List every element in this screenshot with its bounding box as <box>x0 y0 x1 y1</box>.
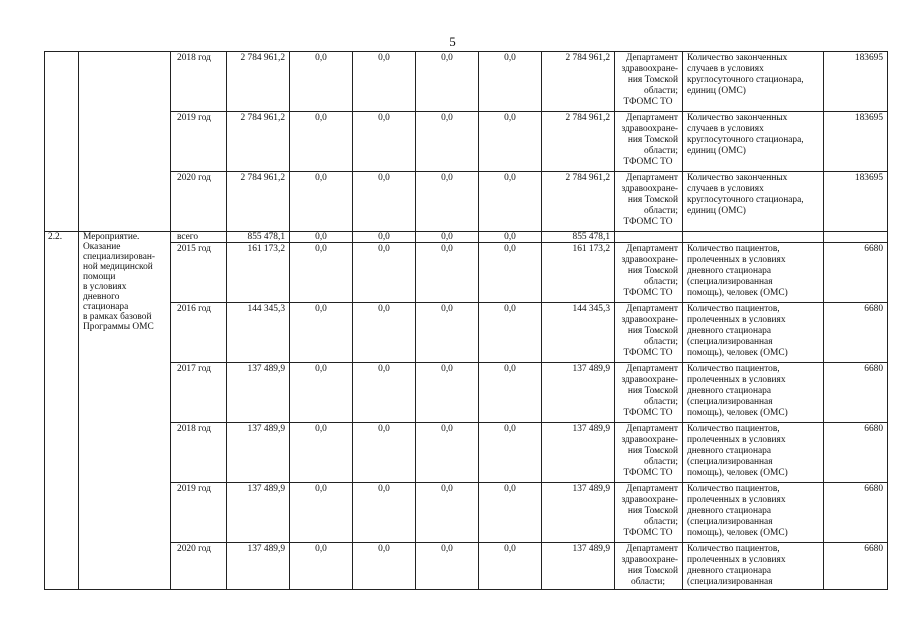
dept-cell-line: области; <box>631 577 665 587</box>
dept-cell-line: области; <box>644 206 678 216</box>
indicator-cell <box>683 52 824 112</box>
dept-cell-line: ния Томской <box>627 195 678 205</box>
source-total-cell: 855 478,1 <box>542 232 615 243</box>
dept-cell <box>615 52 683 112</box>
dept-cell-line: Департамент <box>626 304 678 314</box>
section-number: 2.2. <box>45 232 79 590</box>
dept-cell <box>615 112 683 172</box>
value-cell: 0,0 <box>479 483 542 543</box>
value-cell: 0,0 <box>479 423 542 483</box>
indicator-cell <box>683 543 824 590</box>
value-cell: 0,0 <box>353 112 416 172</box>
value-cell: 0,0 <box>290 172 353 232</box>
dept-cell-line: ТФОМС ТО <box>623 97 673 107</box>
value-cell: 0,0 <box>353 423 416 483</box>
value-cell: 0,0 <box>290 363 353 423</box>
dept-cell-line: Департамент <box>626 244 678 254</box>
value-cell: 0,0 <box>479 543 542 590</box>
total-cell: 137 489,9 <box>227 543 290 590</box>
total-cell: 2 784 961,2 <box>227 112 290 172</box>
table-row <box>45 243 888 303</box>
dept-cell-line: ния Томской <box>627 566 678 576</box>
value-cell: 0,0 <box>416 232 479 243</box>
indicator-cell-line: пролеченных в условиях <box>687 555 786 565</box>
value-cell: 0,0 <box>290 423 353 483</box>
value-cell: 0,0 <box>479 363 542 423</box>
dept-cell <box>615 483 683 543</box>
section-name-line: Оказание <box>83 242 121 252</box>
target-cell: 183695 <box>824 112 888 172</box>
dept-cell-line: Департамент <box>626 53 678 63</box>
source-total-cell: 144 345,3 <box>542 303 615 363</box>
dept-cell-line: здравоохране- <box>621 315 678 325</box>
indicator-cell-line: Количество пациентов, <box>687 304 780 314</box>
indicator-cell <box>683 483 824 543</box>
indicator-cell-line: случаев в условиях <box>687 184 764 194</box>
indicator-cell <box>683 243 824 303</box>
dept-cell-line: Департамент <box>626 113 678 123</box>
indicator-cell-line: пролеченных в условиях <box>687 315 786 325</box>
section-name-line: специализирован- <box>83 252 156 262</box>
indicator-cell <box>683 423 824 483</box>
dept-cell-line: области; <box>644 337 678 347</box>
year-cell: 2020 год <box>171 172 227 232</box>
dept-cell-line: Департамент <box>626 484 678 494</box>
dept-cell <box>615 543 683 590</box>
indicator-cell-line: помощь), человек (ОМС) <box>687 528 788 538</box>
value-cell: 0,0 <box>290 483 353 543</box>
source-total-cell: 137 489,9 <box>542 423 615 483</box>
indicator-cell-line: помощь), человек (ОМС) <box>687 408 788 418</box>
year-cell: всего <box>171 232 227 243</box>
value-cell: 0,0 <box>479 303 542 363</box>
dept-cell-line: здравоохране- <box>621 435 678 445</box>
dept-cell-line: ТФОМС ТО <box>623 217 673 227</box>
source-total-cell: 137 489,9 <box>542 363 615 423</box>
indicator-cell-line: Количество законченных <box>687 173 788 183</box>
value-cell: 0,0 <box>479 112 542 172</box>
dept-cell-line: здравоохране- <box>621 375 678 385</box>
year-cell: 2015 год <box>171 243 227 303</box>
dept-cell <box>615 423 683 483</box>
total-cell: 144 345,3 <box>227 303 290 363</box>
dept-cell-line: ТФОМС ТО <box>623 408 673 418</box>
dept-cell-line: области; <box>644 277 678 287</box>
dept-cell-line: ТФОМС ТО <box>623 468 673 478</box>
year-cell: 2019 год <box>171 112 227 172</box>
indicator-cell-line: круглосуточного стационара, <box>687 75 804 85</box>
value-cell: 0,0 <box>416 52 479 112</box>
section-name-line: в рамках базовой <box>83 312 152 322</box>
dept-cell-line: здравоохране- <box>621 64 678 74</box>
value-cell: 0,0 <box>479 232 542 243</box>
dept-cell-line: ния Томской <box>627 386 678 396</box>
total-cell: 161 173,2 <box>227 243 290 303</box>
indicator-cell-line: помощь), человек (ОМС) <box>687 288 788 298</box>
indicator-cell-line: (специализированная <box>687 577 773 587</box>
indicator-cell-line: пролеченных в условиях <box>687 255 786 265</box>
indicator-cell-line: дневного стационара <box>687 566 772 576</box>
indicator-cell-line: (специализированная <box>687 337 773 347</box>
dept-cell-line: области; <box>644 457 678 467</box>
indicator-cell-line: помощь), человек (ОМС) <box>687 348 788 358</box>
table-row <box>45 52 888 112</box>
dept-cell <box>615 243 683 303</box>
dept-cell-line: ТФОМС ТО <box>623 348 673 358</box>
indicator-cell-line: единиц (ОМС) <box>687 86 746 96</box>
table-row-total <box>45 232 888 243</box>
indicator-cell-line: дневного стационара <box>687 386 772 396</box>
dept-cell-line: области; <box>644 146 678 156</box>
source-total-cell: 137 489,9 <box>542 483 615 543</box>
value-cell: 0,0 <box>416 423 479 483</box>
dept-cell-line: Департамент <box>626 424 678 434</box>
indicator-cell-line: круглосуточного стационара, <box>687 195 804 205</box>
year-cell: 2018 год <box>171 52 227 112</box>
budget-table <box>44 51 888 590</box>
indicator-cell-line: Количество законченных <box>687 113 788 123</box>
value-cell: 0,0 <box>479 52 542 112</box>
value-cell: 0,0 <box>290 243 353 303</box>
table-row <box>45 172 888 232</box>
year-cell: 2020 год <box>171 543 227 590</box>
total-cell: 137 489,9 <box>227 483 290 543</box>
target-cell: 183695 <box>824 52 888 112</box>
value-cell: 0,0 <box>290 303 353 363</box>
indicator-cell <box>683 232 824 243</box>
dept-cell-line: ния Томской <box>627 75 678 85</box>
year-cell: 2018 год <box>171 423 227 483</box>
total-cell: 137 489,9 <box>227 423 290 483</box>
target-cell <box>824 232 888 243</box>
table-row <box>45 543 888 590</box>
indicator-cell-line: помощь), человек (ОМС) <box>687 468 788 478</box>
total-cell: 2 784 961,2 <box>227 172 290 232</box>
indicator-cell-line: пролеченных в условиях <box>687 375 786 385</box>
dept-cell <box>615 303 683 363</box>
dept-cell-line: ния Томской <box>627 326 678 336</box>
target-cell: 6680 <box>824 243 888 303</box>
total-cell: 855 478,1 <box>227 232 290 243</box>
dept-cell-line: ТФОМС ТО <box>623 528 673 538</box>
value-cell: 0,0 <box>353 303 416 363</box>
value-cell: 0,0 <box>416 112 479 172</box>
dept-cell <box>615 172 683 232</box>
dept-cell-line: ния Томской <box>627 135 678 145</box>
dept-cell-line: области; <box>644 517 678 527</box>
dept-cell-line: здравоохране- <box>621 555 678 565</box>
indicator-cell-line: случаев в условиях <box>687 124 764 134</box>
value-cell: 0,0 <box>416 363 479 423</box>
dept-cell-line: здравоохране- <box>621 184 678 194</box>
section-name-line: в условиях <box>83 282 127 292</box>
value-cell: 0,0 <box>290 543 353 590</box>
value-cell: 0,0 <box>353 172 416 232</box>
indicator-cell <box>683 363 824 423</box>
year-cell: 2016 год <box>171 303 227 363</box>
year-cell: 2019 год <box>171 483 227 543</box>
target-cell: 6680 <box>824 483 888 543</box>
indicator-cell-line: дневного стационара <box>687 506 772 516</box>
indicator-cell-line: случаев в условиях <box>687 64 764 74</box>
year-cell: 2017 год <box>171 363 227 423</box>
target-cell: 183695 <box>824 172 888 232</box>
indicator-cell-line: дневного стационара <box>687 266 772 276</box>
indicator-cell-line: дневного стационара <box>687 326 772 336</box>
table-row <box>45 423 888 483</box>
dept-cell-line: Департамент <box>626 544 678 554</box>
source-total-cell: 137 489,9 <box>542 543 615 590</box>
section-name-line: помощи <box>83 272 116 282</box>
dept-cell-line: Департамент <box>626 173 678 183</box>
indicator-cell-line: пролеченных в условиях <box>687 495 786 505</box>
indicator-cell-line: Количество пациентов, <box>687 544 780 554</box>
total-cell: 2 784 961,2 <box>227 52 290 112</box>
value-cell: 0,0 <box>353 363 416 423</box>
section-name-line: стационара <box>83 302 129 312</box>
value-cell: 0,0 <box>479 243 542 303</box>
value-cell: 0,0 <box>416 543 479 590</box>
dept-cell-line: здравоохране- <box>621 495 678 505</box>
value-cell: 0,0 <box>290 232 353 243</box>
page-number: 5 <box>449 34 456 49</box>
dept-cell-line: области; <box>644 397 678 407</box>
number-cell <box>45 52 79 232</box>
indicator-cell <box>683 112 824 172</box>
indicator-cell-line: Количество пациентов, <box>687 364 780 374</box>
indicator-cell-line: (специализированная <box>687 277 773 287</box>
value-cell: 0,0 <box>290 112 353 172</box>
name-cell <box>79 52 171 232</box>
value-cell: 0,0 <box>353 232 416 243</box>
value-cell: 0,0 <box>416 243 479 303</box>
table-row <box>45 483 888 543</box>
dept-cell-line: области; <box>644 86 678 96</box>
value-cell: 0,0 <box>416 303 479 363</box>
table-row <box>45 112 888 172</box>
dept-cell-line: здравоохране- <box>621 124 678 134</box>
dept-cell-line: ния Томской <box>627 266 678 276</box>
indicator-cell-line: дневного стационара <box>687 446 772 456</box>
section-name-line: Мероприятие. <box>83 232 140 242</box>
indicator-cell-line: единиц (ОМС) <box>687 146 746 156</box>
value-cell: 0,0 <box>353 52 416 112</box>
indicator-cell <box>683 172 824 232</box>
table-body <box>45 52 888 590</box>
table-row <box>45 363 888 423</box>
indicator-cell-line: Количество пациентов, <box>687 424 780 434</box>
value-cell: 0,0 <box>416 483 479 543</box>
section-name <box>79 232 171 590</box>
dept-cell <box>615 363 683 423</box>
section-name-line: Программы ОМС <box>83 322 154 332</box>
value-cell: 0,0 <box>290 52 353 112</box>
source-total-cell: 2 784 961,2 <box>542 172 615 232</box>
indicator-cell-line: Количество пациентов, <box>687 244 780 254</box>
indicator-cell-line: (специализированная <box>687 457 773 467</box>
indicator-cell-line: единиц (ОМС) <box>687 206 746 216</box>
value-cell: 0,0 <box>353 543 416 590</box>
target-cell: 6680 <box>824 363 888 423</box>
dept-cell <box>615 232 683 243</box>
dept-cell-line: ния Томской <box>627 506 678 516</box>
target-cell: 6680 <box>824 543 888 590</box>
value-cell: 0,0 <box>479 172 542 232</box>
section-name-line: ной медицинской <box>83 262 153 272</box>
indicator-cell-line: пролеченных в условиях <box>687 435 786 445</box>
dept-cell-line: ТФОМС ТО <box>623 157 673 167</box>
indicator-cell-line: (специализированная <box>687 397 773 407</box>
value-cell: 0,0 <box>353 243 416 303</box>
indicator-cell-line: круглосуточного стационара, <box>687 135 804 145</box>
dept-cell-line: здравоохране- <box>621 255 678 265</box>
value-cell: 0,0 <box>353 483 416 543</box>
section-name-line: дневного <box>83 292 120 302</box>
target-cell: 6680 <box>824 423 888 483</box>
source-total-cell: 2 784 961,2 <box>542 112 615 172</box>
dept-cell-line: ТФОМС ТО <box>623 288 673 298</box>
total-cell: 137 489,9 <box>227 363 290 423</box>
value-cell: 0,0 <box>416 172 479 232</box>
source-total-cell: 161 173,2 <box>542 243 615 303</box>
indicator-cell-line: Количество законченных <box>687 53 788 63</box>
indicator-cell <box>683 303 824 363</box>
dept-cell-line: Департамент <box>626 364 678 374</box>
source-total-cell: 2 784 961,2 <box>542 52 615 112</box>
target-cell: 6680 <box>824 303 888 363</box>
dept-cell-line: ния Томской <box>627 446 678 456</box>
indicator-cell-line: Количество пациентов, <box>687 484 780 494</box>
table-row <box>45 303 888 363</box>
indicator-cell-line: (специализированная <box>687 517 773 527</box>
